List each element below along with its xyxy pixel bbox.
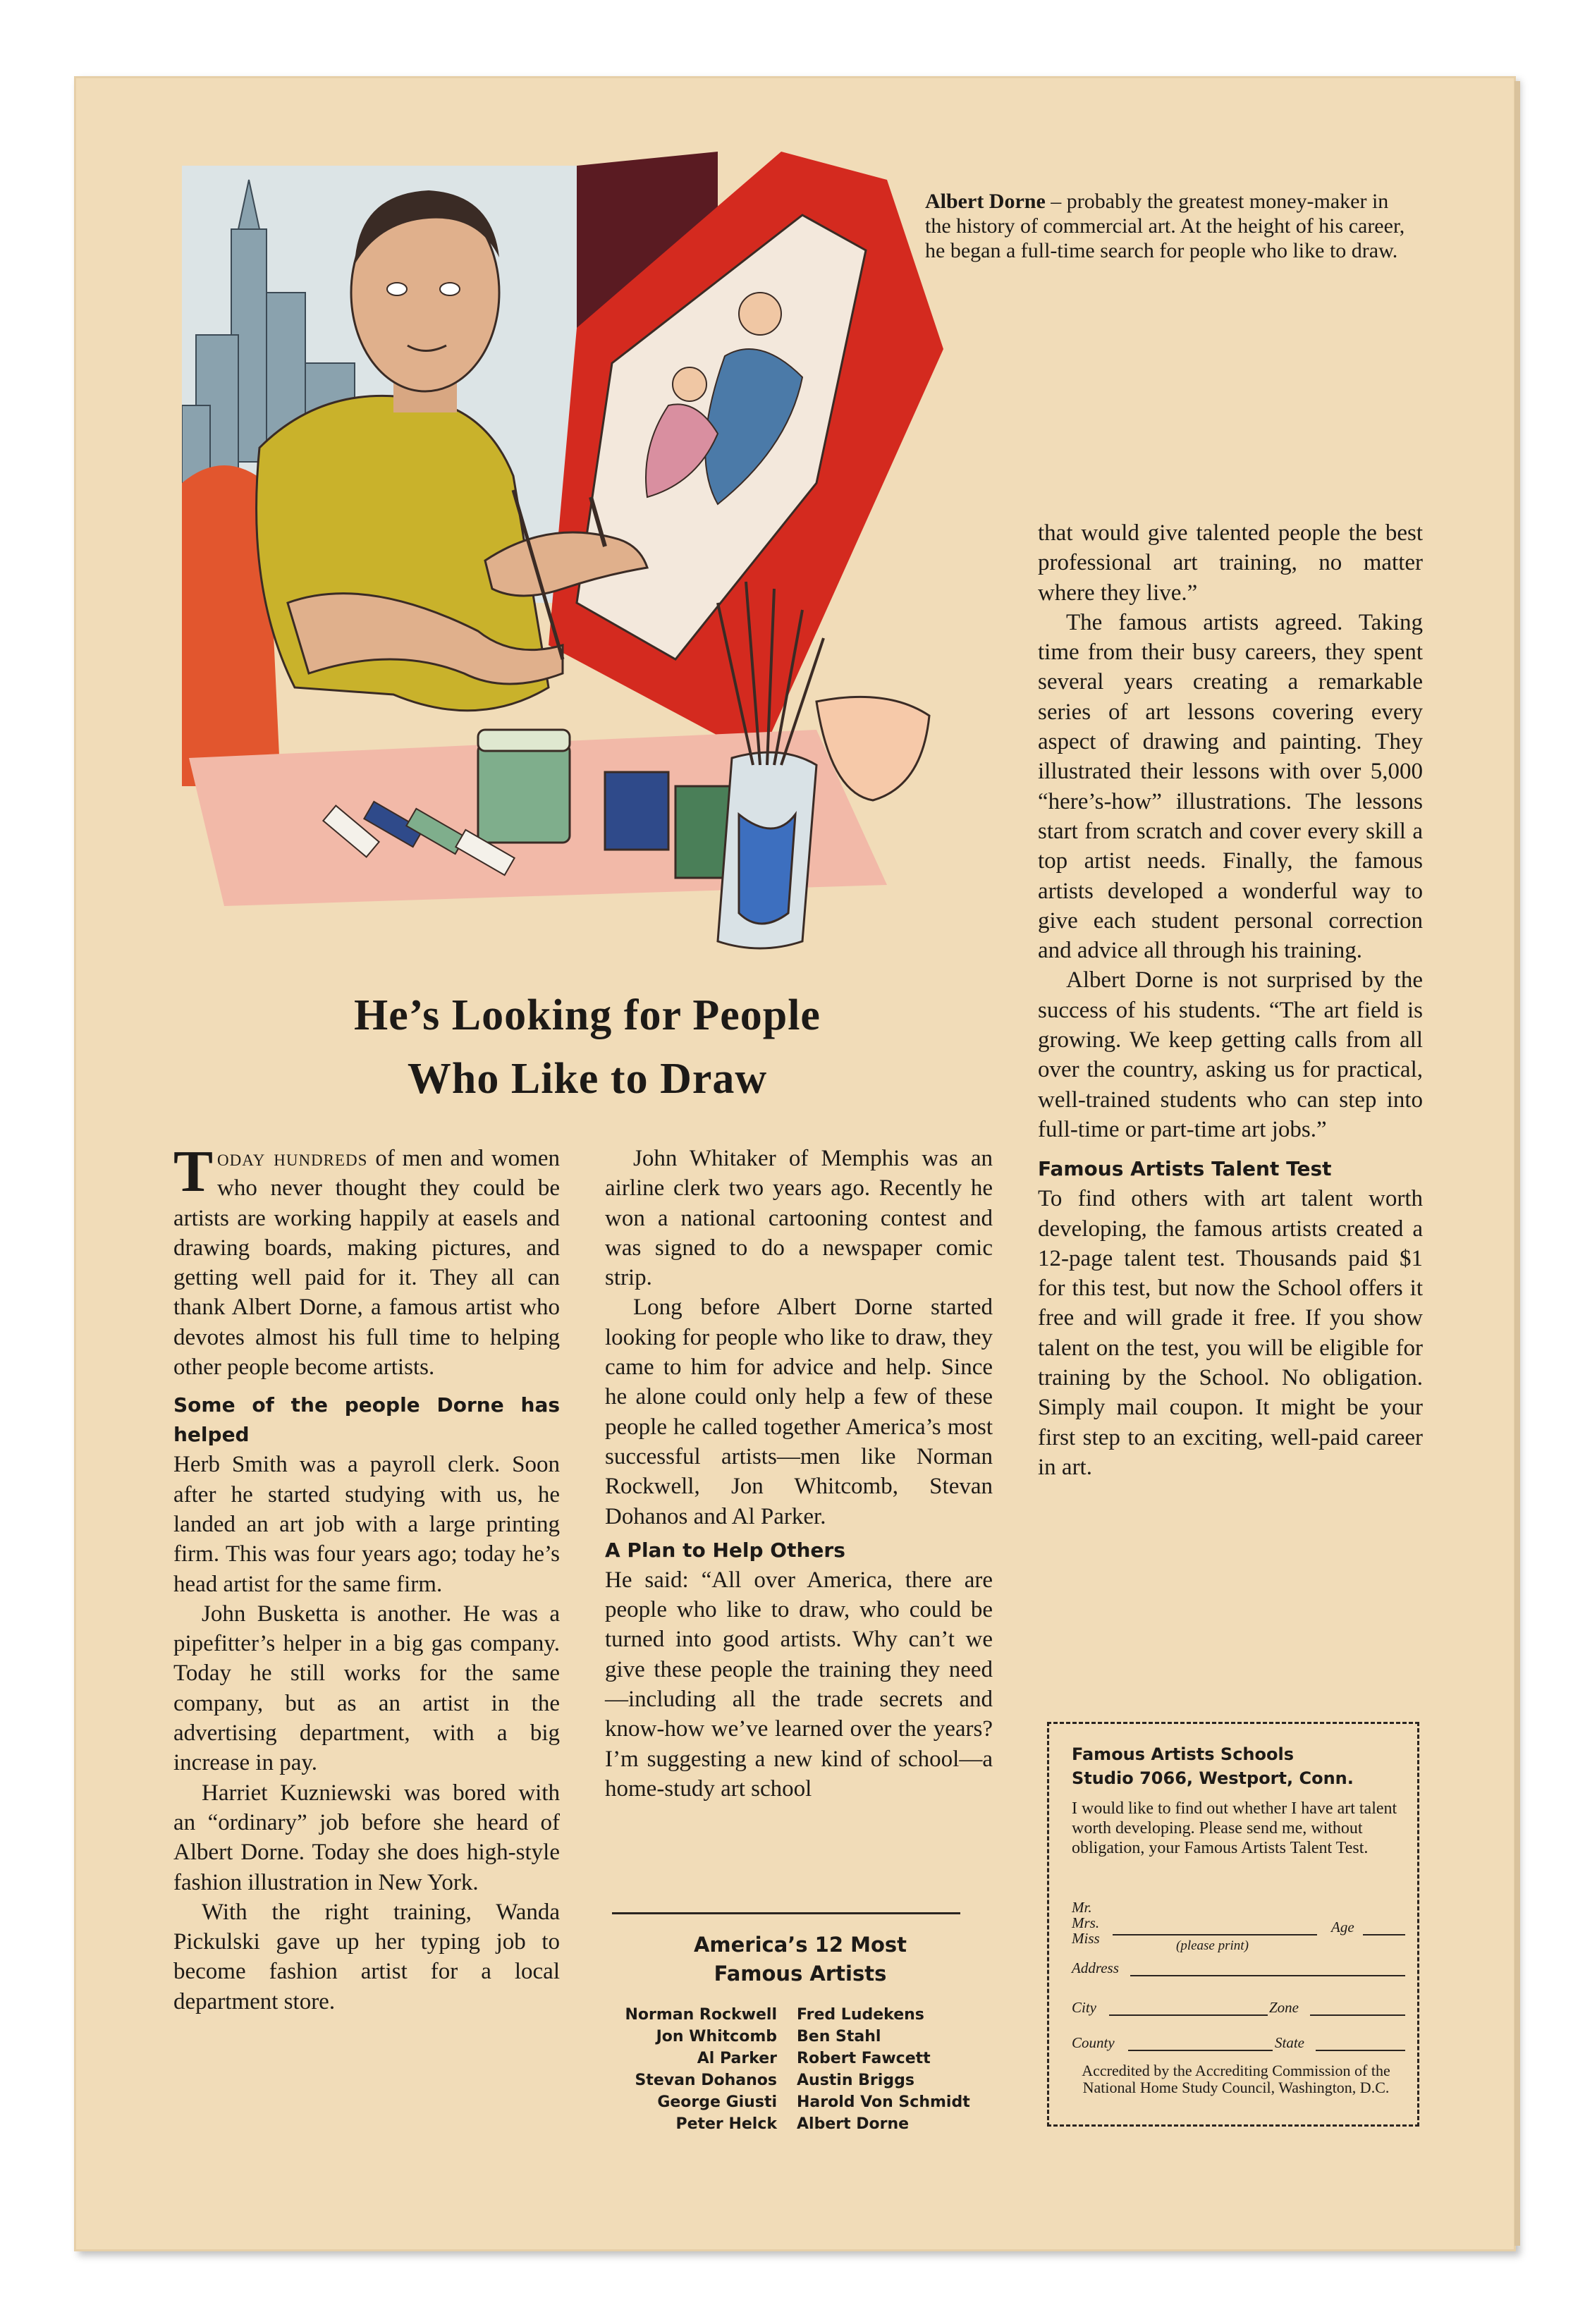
article-column-1	[173, 1139, 560, 2017]
artist-name: Robert Fawcett	[797, 2050, 931, 2067]
age-field[interactable]	[1363, 1934, 1405, 1935]
headline-line1: He’s Looking for People	[354, 991, 821, 1039]
paragraph-not-surprised: Albert Dorne is not surprised by the success of his students. “The art field is growing. We keep getting calls from all over the country, asking us for practical, well-trained students who can step into full-time or part-time art jobs.”	[1038, 967, 1423, 1142]
intro-rest: of men and women who never thought they could be artists are working happily at easels and drawing boards, making pictures, and getting well paid for it. They all can thank Albert Dorne, a famous artist who devotes almost his full time to helping other people become artists.	[173, 1146, 560, 1381]
label-state: State	[1275, 2034, 1304, 2051]
name-field[interactable]	[1113, 1934, 1317, 1935]
label-zone: Zone	[1269, 1999, 1299, 2016]
artist-name: Jon Whitcomb	[656, 2028, 777, 2045]
county-field[interactable]	[1128, 2050, 1273, 2051]
drop-cap: T	[173, 1139, 214, 1204]
paragraph-he-said: He said: “All over America, there are people who like to draw, who could be turned into good artists. Why can’t we give these people the training they need—including all the trade secrets and know-how we’ve learned over the years? I’m suggesting a new kind of school—a home-study art school	[605, 1567, 993, 1802]
label-please-print: (please print)	[1176, 1938, 1249, 1953]
label-county: County	[1072, 2034, 1115, 2051]
artist-name: Stevan Dohanos	[635, 2072, 777, 2089]
article-column-3	[1038, 518, 1423, 1482]
albert-dorne-illustration	[182, 152, 945, 955]
famous-artists-right-list	[797, 2004, 1022, 2135]
label-age: Age	[1331, 1919, 1354, 1935]
paragraph-herb-smith: Herb Smith was a payroll clerk. Soon after he started studying with us, he landed an art job with a large printing firm. This was four years ago; today he’s head artist for the same firm.	[173, 1452, 560, 1597]
paragraph-john-busketta: John Busketta is another. He was a pipefitter’s helper in a big gas company. Today he still works for the same company, but as an artist in the advertising department, with a big increase in pay.	[173, 1601, 560, 1776]
headline	[182, 984, 993, 1111]
artist-name: Harold Von Schmidt	[797, 2093, 970, 2111]
label-city: City	[1072, 1999, 1096, 2016]
paragraph-artists-agreed: The famous artists agreed. Taking time from their busy careers, they spent several years creating a remarkable series of art lessons covering every aspect of drawing and painting. They illustrated their lessons with over 5,000 “here’s-how” illustrations. The lessons start from scratch and cover every skill a top artist needs. Finally, the famous artists developed a wonderful way to give each student personal correction and advice all through his training.	[1038, 609, 1423, 964]
artist-name: Ben Stahl	[797, 2028, 881, 2045]
famous-artists-title-line1: America’s 12 Most	[693, 1933, 907, 1957]
paragraph-talent-test: To find others with art talent worth developing, the famous artists created a 12-page talent test. Thousands paid $1 for this test, but now the School offers it free and will grade it free. If you show talent on the test, you will be eligible for training by the School. No obligation. Simply mail coupon. It might be your first step to an exciting, well-paid career in art.	[1038, 1186, 1423, 1480]
subhead-talent-test: Famous Artists Talent Test	[1038, 1157, 1332, 1181]
coupon-body: I would like to find out whether I have art talent worth developing. Please send me, without obligation, your Famous Artists Talent Test.	[1072, 1799, 1397, 1857]
zone-field[interactable]	[1310, 2014, 1405, 2016]
artist-name: Austin Briggs	[797, 2072, 914, 2089]
paragraph-continuation: that would give talented people the best professional art training, no matter where they live.”	[1038, 520, 1423, 606]
divider-rule	[612, 1912, 960, 1914]
headline-line2: Who Like to Draw	[407, 1055, 768, 1103]
label-miss: Miss	[1072, 1930, 1100, 1947]
caption-text: – probably the greatest money-maker in the history of commercial art. At the height of his career, he began a full-time search for people who like to draw.	[925, 190, 1405, 262]
accreditation-note: Accredited by the Accrediting Commission of the National Home Study Council, Washington, D.C.	[1082, 2062, 1390, 2096]
artist-name: Norman Rockwell	[625, 2006, 777, 2024]
coupon-header	[1072, 1742, 1354, 1790]
label-address: Address	[1072, 1959, 1119, 1976]
coupon-address: Studio 7066, Westport, Conn.	[1072, 1768, 1354, 1788]
state-field[interactable]	[1316, 2050, 1405, 2051]
artist-name: Peter Helck	[675, 2115, 777, 2133]
famous-artists-left-list	[578, 2004, 777, 2135]
artist-name: George Giusti	[657, 2093, 777, 2111]
famous-artists-title	[592, 1931, 1008, 1988]
illustration-caption	[925, 189, 1419, 263]
paragraph-john-whitaker: John Whitaker of Memphis was an airline clerk two years ago. Recently he won a national cartooning contest and was signed to do a newspaper comic strip.	[605, 1146, 993, 1291]
artist-name: Albert Dorne	[797, 2115, 910, 2133]
city-field[interactable]	[1109, 2014, 1268, 2016]
lead-smallcaps: oday hundreds	[217, 1146, 368, 1171]
label-mrs: Mrs.	[1072, 1914, 1100, 1931]
artist-name: Al Parker	[697, 2050, 777, 2067]
mail-coupon[interactable]	[1047, 1722, 1419, 2127]
coupon-school-name: Famous Artists Schools	[1072, 1744, 1294, 1764]
label-mr: Mr.	[1072, 1899, 1092, 1916]
subhead-plan: A Plan to Help Others	[605, 1538, 845, 1562]
paragraph-harriet: Harriet Kuzniewski was bored with an “ordinary” job before she heard of Albert Dorne. Today she does high-style fashion illustration in New York.	[173, 1780, 560, 1895]
address-field[interactable]	[1130, 1975, 1405, 1976]
page-edge	[1514, 81, 1520, 2246]
artist-name: Fred Ludekens	[797, 2006, 924, 2024]
subhead-people-helped: Some of the people Dorne has helped	[173, 1393, 560, 1447]
paragraph-long-before: Long before Albert Dorne started looking for people who like to draw, they came to him for advice and help. Since he alone could only help a few of these people he called together America’s most successful artists—men like Norman Rockwell, Jon Whitcomb, Stevan Dohanos and Al Parker.	[605, 1295, 993, 1529]
article-column-2	[605, 1144, 993, 1804]
intro-paragraph	[173, 1139, 560, 1382]
paragraph-wanda: With the right training, Wanda Pickulski gave up her typing job to become fashion artist for a local department store.	[173, 1899, 560, 2014]
famous-artists-title-line2: Famous Artists	[714, 1962, 887, 1986]
caption-name: Albert Dorne	[925, 190, 1046, 213]
